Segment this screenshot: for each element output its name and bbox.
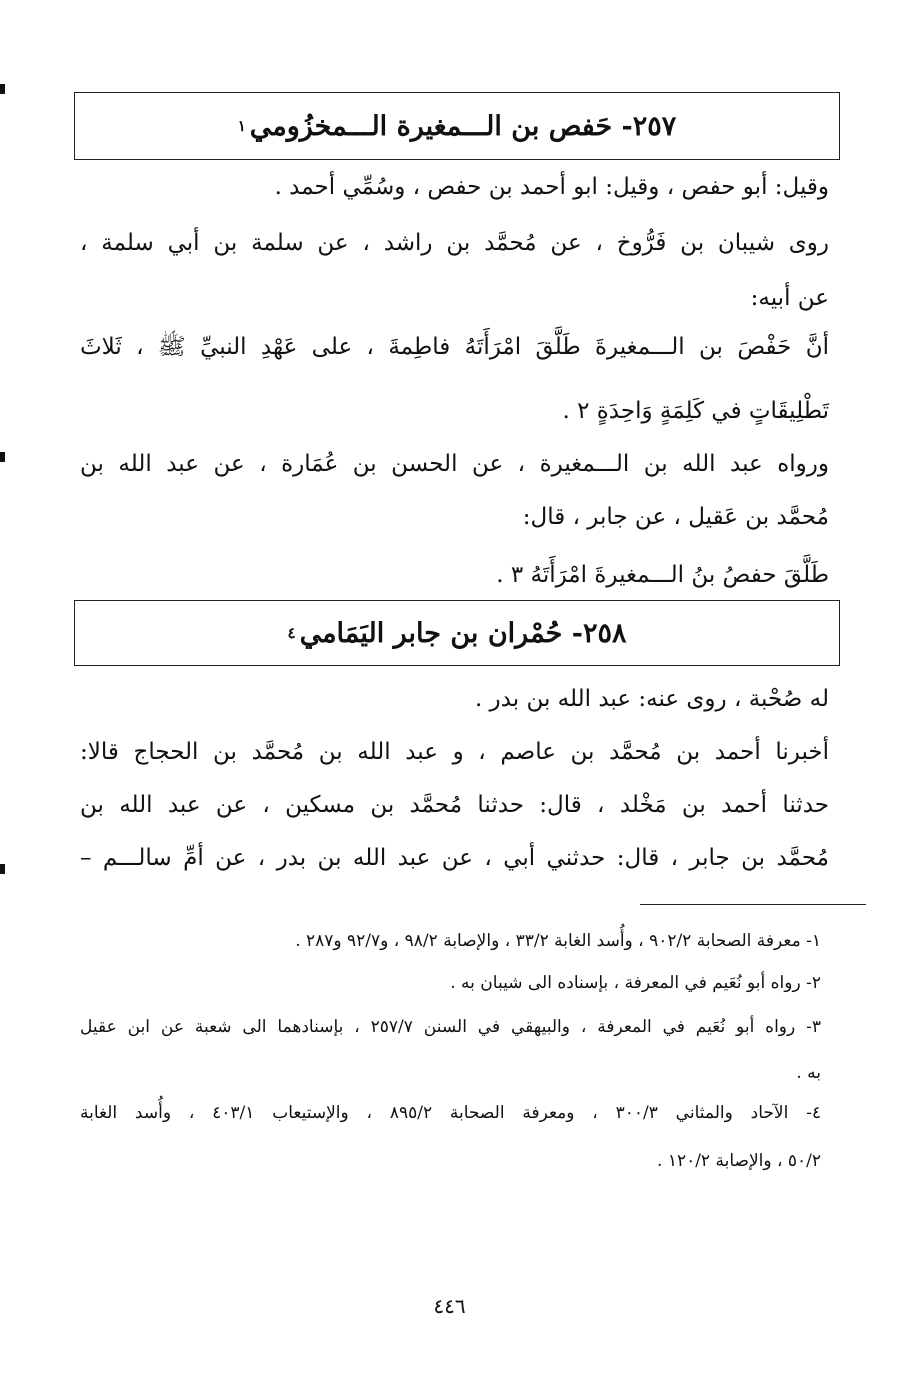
scan-edge-mark [0,864,5,874]
scan-edge-mark [0,84,5,94]
footnote: ١- معرفة الصحابة ٩٠٢/٢ ، وأُسد الغابة ٣٣/٢ ، والإصابة ٩٨/٢ ، و٩٢/٧ و٢٨٧ . [295,931,821,951]
entry-heading-258 [74,600,840,666]
footnote-separator [640,904,866,905]
footnote: ٢- رواه أبو نُعَيم في المعرفة ، بإسناده الى شيبان به . [450,973,821,993]
text-line: طَلَّقَ حفصُ بنُ الـــمغيرةَ امْرَأَتَهُ ٣ . [496,562,829,588]
footnote: ٣- رواه أبو نُعَيم في المعرفة ، والبيهقي في السنن ٢٥٧/٧ ، بإسنادهما الى شعبة عن ابن عقيل [80,1017,821,1037]
text-line: له صُحْبة ، روى عنه: عبد الله بن بدر . [474,686,829,712]
page-number: ٤٤٦ [433,1294,466,1318]
footnote: ٤- الآحاد والمثاني ٣٠٠/٣ ، ومعرفة الصحابة ٨٩٥/٢ ، والإستيعاب ٤٠٣/١ ، وأُسد الغابة [80,1103,821,1123]
text-line: مُحمَّد بن عَقيل ، عن جابر ، قال: [522,504,829,530]
text-line: مُحمَّد بن جابر ، قال: حدثني أبي ، عن عبد الله بن بدر ، عن أمِّ سالـــم – [80,845,829,871]
entry-heading-257 [74,92,840,160]
entry-title: ٢٥٨- حُمْران بن جابر اليَمَامي [299,617,627,649]
entry-title: ٢٥٧- حَفص بن الـــمغيرة الـــمخزُومي [249,110,677,142]
text-line: أخبرنا أحمد بن مُحمَّد بن عاصم ، و عبد الله بن مُحمَّد بن الحجاج قالا: [80,739,829,765]
footnote-marker: ١ [237,117,246,135]
footnote-marker: ٤ [287,624,296,642]
footnote: ٥٠/٢ ، والإصابة ١٢٠/٢ . [657,1151,821,1171]
text-line: أنَّ حَفْصَ بن الـــمغيرةَ طَلَّقَ امْرَأَتَهُ فاطِمةَ ، على عَهْدِ النبيِّ ﷺ ، ثَلاثَ [80,334,829,360]
text-line: ورواه عبد الله بن الـــمغيرة ، عن الحسن بن عُمَارة ، عن عبد الله بن [80,451,829,477]
scan-edge-mark [0,452,5,462]
text-line: عن أبيه: [750,285,829,311]
text-line: روى شيبان بن فَرُّوخ ، عن مُحمَّد بن راشد ، عن سلمة بن أبي سلمة ، [80,230,829,256]
footnote: به . [796,1063,821,1083]
text-line: حدثنا أحمد بن مَخْلد ، قال: حدثنا مُحمَّد بن مسكين ، عن عبد الله بن [80,792,829,818]
text-line: وقيل: أبو حفص ، وقيل: ابو أحمد بن حفص ، وسُمِّي أحمد . [274,174,829,200]
text-line: تَطْلِيقَاتٍ في كَلِمَةٍ وَاحِدَةٍ ٢ . [562,398,829,424]
